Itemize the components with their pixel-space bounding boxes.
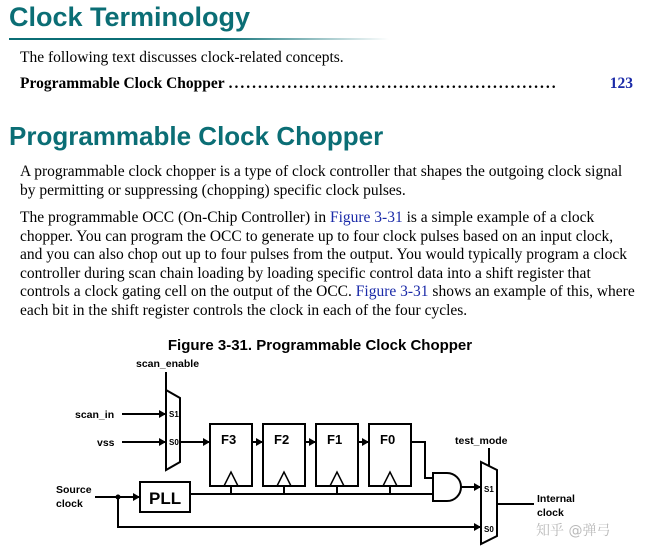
watermark: 知乎 @弹弓 <box>536 523 611 539</box>
paragraph-2-text-a: The programmable OCC (On-Chip Controller) in <box>20 209 330 226</box>
source-clock-label: clock <box>56 498 83 510</box>
figure-ref-link-2[interactable]: Figure 3-31 <box>355 283 429 301</box>
paragraph-2 <box>20 209 635 321</box>
vss-label: vss <box>97 437 115 449</box>
toc-entry-label[interactable]: Programmable Clock Chopper <box>20 75 225 92</box>
scan-in-label: scan_in <box>75 409 115 421</box>
toc-leader: ........................................................ <box>228 75 558 92</box>
scan-enable-label: scan_enable <box>136 358 200 370</box>
output-mux-s0-label: S0 <box>484 525 494 534</box>
toc-entry[interactable] <box>20 75 633 93</box>
input-mux <box>166 390 180 470</box>
f1-label: F1 <box>327 432 343 447</box>
f2-label: F2 <box>274 432 290 447</box>
input-mux-s1-label: S1 <box>169 410 179 419</box>
pll-label: PLL <box>149 489 182 508</box>
section-title: Programmable Clock Chopper <box>9 121 384 151</box>
internal-clock-label: clock <box>537 507 564 519</box>
test-mode-label: test_mode <box>455 435 508 447</box>
paragraph-2-text-b: is a simple example of a clock chopper. You can program the OCC to generate up to four clock pulses based on an input clock, and you can also chop out up to four pulses from the output. You would typically program a clock controller during scan chain loading by loading specific control data into a shift register that controls a clock gating cell on the output of the OCC. <box>20 209 627 301</box>
f0-label: F0 <box>380 432 396 447</box>
source-label: Source <box>56 484 92 496</box>
paragraph-2-text-c: shows an example of this, where each bit in the shift register controls the clock in each of the four cycles. <box>20 283 635 319</box>
f3-label: F3 <box>221 432 237 447</box>
input-mux-s0-label: S0 <box>169 438 179 447</box>
and-gate <box>433 473 461 501</box>
toc-page-number[interactable]: 123 <box>609 75 633 92</box>
paragraph-1: A programmable clock chopper is a type of clock controller that shapes the outgoing clock signal by permitting or suppressing (chopping) specific clock pulses. <box>20 163 623 199</box>
title-rule <box>9 38 389 40</box>
figure-ref-link-1[interactable]: Figure 3-31 <box>329 209 403 226</box>
figure-title: Figure 3-31. Programmable Clock Chopper <box>167 337 473 354</box>
intro-text: The following text discusses clock-related concepts. <box>20 49 344 66</box>
page-title: Clock Terminology <box>9 2 251 32</box>
output-mux-s1-label: S1 <box>484 485 494 494</box>
internal-label: Internal <box>537 493 575 505</box>
